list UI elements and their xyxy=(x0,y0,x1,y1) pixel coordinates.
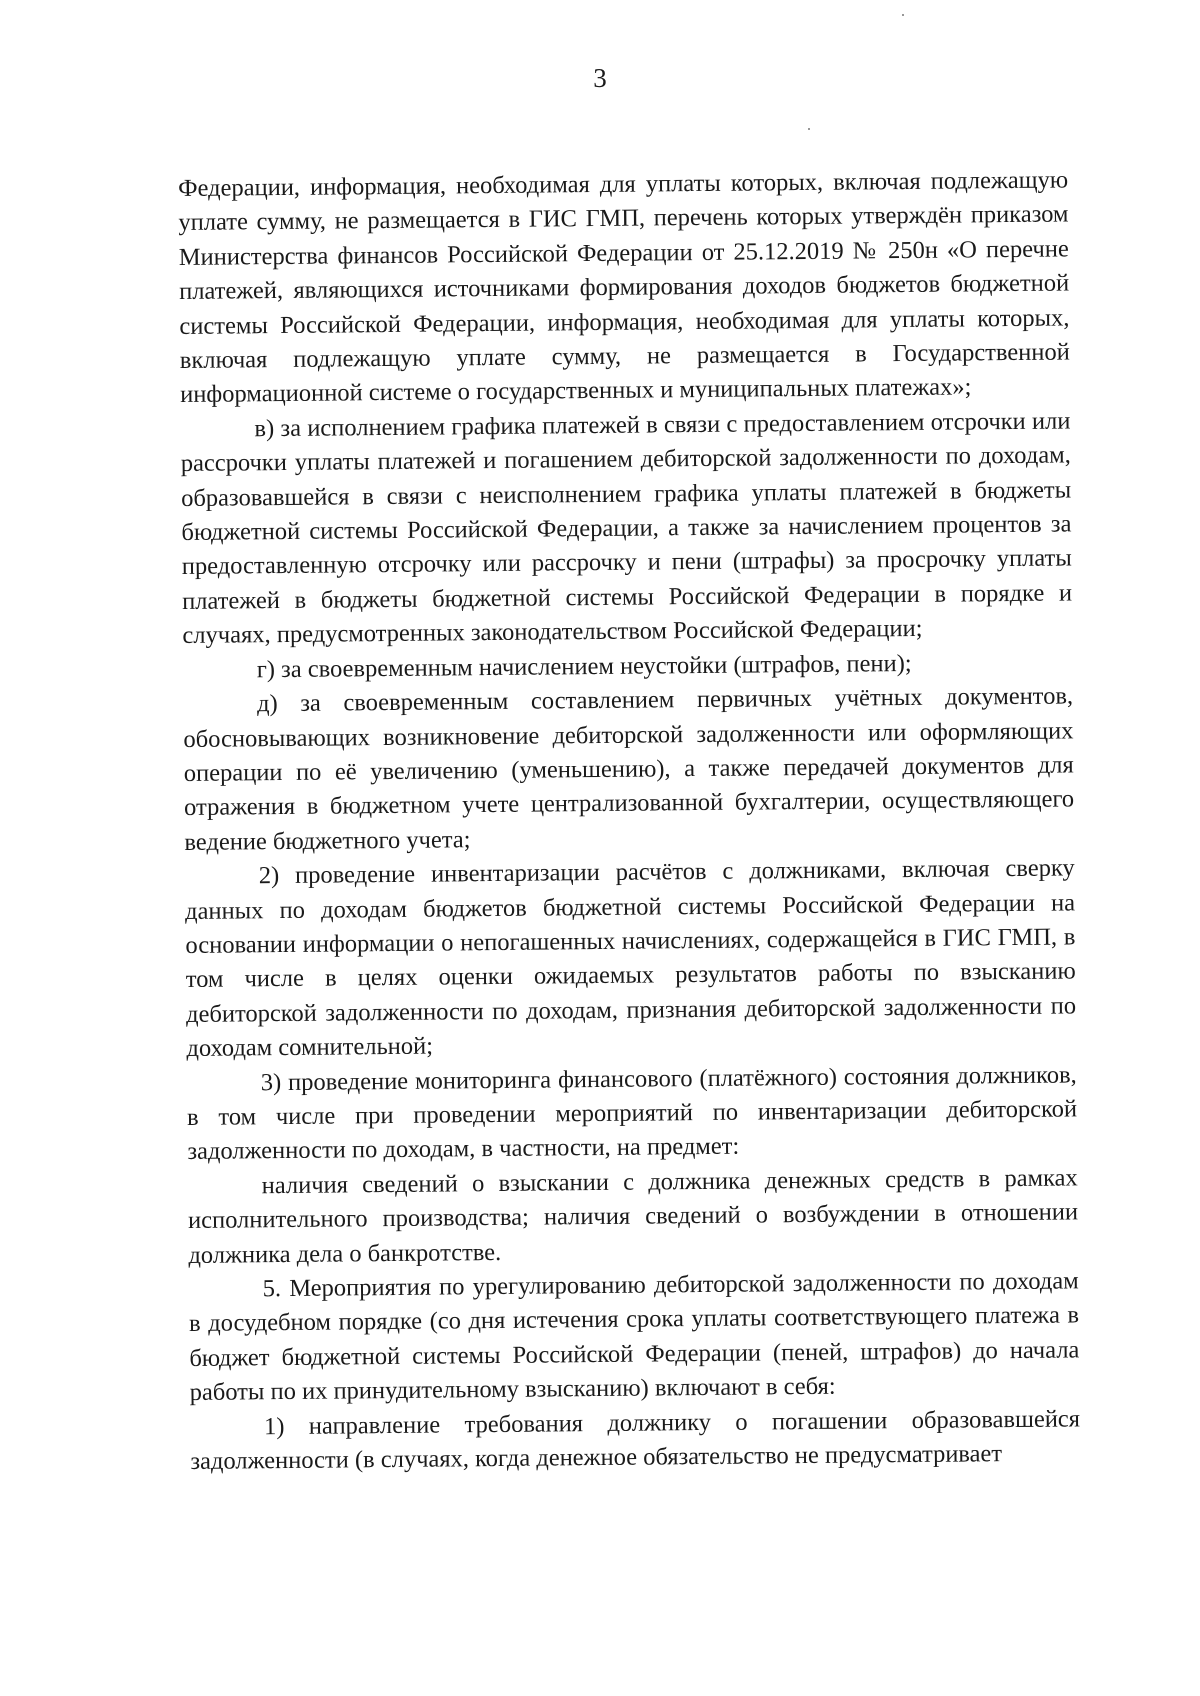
document-body xyxy=(178,163,1081,1479)
paragraph-item-g: г) за своевременным начислением неустойки (штрафов, пени); xyxy=(256,649,912,683)
paragraph-item-d: д) за своевременным составлением первичных учётных документов, обосновывающих возникновение дебиторской задолженности или оформляющих операции по её увеличению (уменьшению), а также передачей документов для отражения в бюджетном учете централизованной бухгалтерии, осуществляющего ведение бюджетного учета; xyxy=(183,682,1075,856)
page-number: 3 xyxy=(593,63,607,93)
paragraph-bankruptcy: наличия сведений о взыскании с должника денежных средств в рамках исполнительного производства; наличия сведений о возбуждении в отношении должника дела о банкротстве. xyxy=(187,1164,1079,1269)
paragraph-continuation: Федерации, информация, необходимая для уплаты которых, включая подлежащую уплате сумму, не размещается в ГИС ГМП, перечень которых утверждён приказом Министерства финансов Российской Федерации от 25.12.2019 № 250н «О перечне платежей, являющихся источниками формирования доходов бюджетов бюджетной системы Российской Федерации, информация, необходимая для уплаты которых, включая подлежащую уплате сумму, не размещается в Государственной информационной системе о государственных и муниципальных платежах»; xyxy=(178,166,1070,409)
paragraph-section-5: 5. Мероприятия по урегулированию дебиторской задолженности по доходам в досудебном порядке (со дня истечения срока уплаты соответствующего платежа в бюджет бюджетной системы Российской Федерации (пеней, штрафов) до начала работы по их принудительному взысканию) включают в себя: xyxy=(188,1267,1080,1407)
paragraph-item-3: 3) проведение мониторинга финансового (платёжного) состояния должников, в том числе при проведении мероприятий по инвентаризации дебиторской задолженности по доходам, в частности, на предмет: xyxy=(186,1060,1078,1166)
paragraph-item-2: 2) проведение инвентаризации расчётов с должниками, включая сверку данных по доходам бюджетов бюджетной системы Российской Федерации на основании информации о непогашенных начислениях, содержащейся в ГИС ГМП, в том числе в целях оценки ожидаемых результатов работы по взысканию дебиторской задолженности по доходам, признания дебиторской задолженности по доходам сомнительной; xyxy=(184,854,1077,1063)
paragraph-item-1: 1) направление требования должнику о погашении образовавшейся задолженности (в случаях, когда денежное обязательство не предусматривает xyxy=(190,1405,1081,1475)
paragraph-item-v: в) за исполнением графика платежей в связи с предоставлением отсрочки или рассрочки уплаты платежей и погашением дебиторской задолженности по доходам, образовавшейся в связи с неисполнением графика уплаты платежей в бюджеты бюджетной системы Российской Федерации, а также за начислением процентов за предоставленную отсрочку или рассрочку и пени (штрафы) за просрочку уплаты платежей в бюджеты бюджетной системы Российской Федерации в порядке и случаях, предусмотренных законодательством Российской Федерации; xyxy=(180,407,1073,650)
scan-speck xyxy=(902,14,904,16)
scan-speck xyxy=(808,128,810,130)
